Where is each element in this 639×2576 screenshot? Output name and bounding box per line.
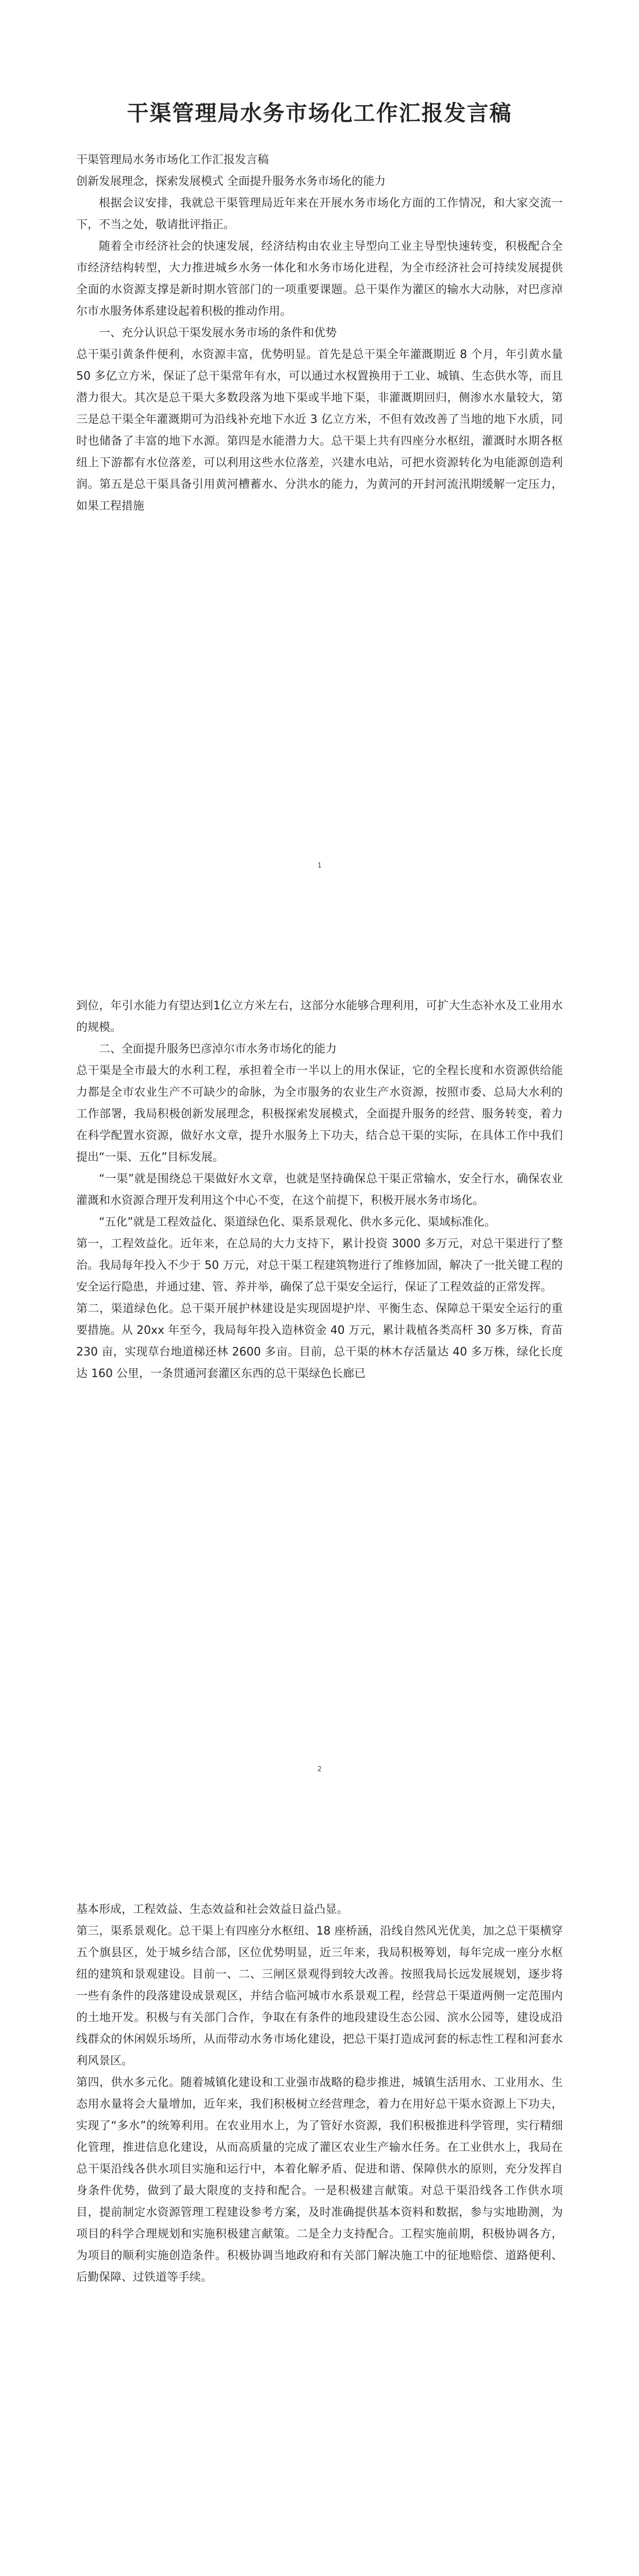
paragraph: 第一，工程效益化。近年来，在总局的大力支持下，累计投资 3000 多万元，对总干渠进行了整治。我局每年投入不少于 50 万元，对总干渠工程建筑物进行了维修加固，解决了一批关键工程的安全运行隐患，并通过建、管、养并举，确保了总干渠安全运行，保证了工程效益的正常发挥。 xyxy=(76,1238,563,1294)
page-content xyxy=(76,149,563,517)
document-page-1 xyxy=(0,0,639,904)
paragraph: “一渠”就是围绕总干渠做好水文章，也就是坚持确保总干渠正常输水，安全行水，确保农业灌溉和水资源合理开发利用这个中心不变，在这个前提下，积极开展水务市场化。 xyxy=(76,1173,563,1207)
page-number: 1 xyxy=(317,862,322,870)
document-title: 干渠管理局水务市场化工作汇报发言稿 xyxy=(127,100,512,126)
paragraph: 到位，年引水能力有望达到1亿立方米左右，这部分水能够合理利用，可扩大生态补水及工业用水的规模。 xyxy=(76,999,563,1034)
document-page-2 xyxy=(0,904,639,1807)
document-page-3 xyxy=(0,1807,639,2576)
page-number: 2 xyxy=(317,1766,322,1773)
paragraph: 随着全市经济社会的快速发展，经济结构由农业主导型向工业主导型快速转变，积极配合全市经济结构转型，大力推进城乡水务一体化和水务市场化进程，为全市经济社会可持续发展提供全面的水资源支撑是新时期水管部门的一项重要课题。总干渠作为灌区的输水大动脉，对巴彦淖尔市水服务体系建设起着积极的推动作用。 xyxy=(76,240,563,318)
paragraph: 总干渠引黄条件便利，水资源丰富，优势明显。首先是总干渠全年灌溉期近 8 个月，年引黄水量 50 多亿立方米，保证了总干渠常年有水，可以通过水权置换用于工业、城镇、生态供水等，而且潜力很大。其次是总干渠大多数段落为地下渠或半地下渠，非灌溉期回归，侧渗水水量较大，第三是总干渠全年灌溉期可为沿线补充地下水近 3 亿立方米，不但有效改善了当地的地下水质，同时也储备了丰富的地下水源。第四是水能潜力大。总干渠上共有四座分水枢纽，灌溉时水期各枢纽上下游都有水位落差，可以利用这些水位落差，兴建水电站，可把水资源转化为电能源创造利润。第五是总干渠具备引用黄河槽蓄水、分洪水的能力，为黄河的开封河流汛期缓解一定压力，如果工程措施 xyxy=(76,348,563,513)
section-heading: 一、充分认识总干渠发展水务市场的条件和优势 xyxy=(99,327,337,340)
paragraph: 基本形成，工程效益、生态效益和社会效益日益凸显。 xyxy=(76,1903,349,1916)
page-content xyxy=(76,995,563,1385)
section-heading: 二、全面提升服务巴彦淖尔市水务市场化的能力 xyxy=(99,1043,337,1056)
paragraph: 第四，供水多元化。随着城镇化建设和工业强市战略的稳步推进，城镇生活用水、工业用水、生态用水量将会大量增加，近年来，我们积极树立经营理念，着力在用好总干渠水资源上下功夫，实现了“多水”的统筹利用。在农业用水上，为了管好水资源，我们积极推进科学管理，实行精细化管理，推进信息化建设，从而高质量的完成了灌区农业生产输水任务。在工业供水上，我局在总干渠沿线各供水项目实施和运行中，本着化解矛盾、促进和谐、保障供水的原则，充分发挥自身条件优势，做到了最大限度的支持和配合。一是积极建言献策。对总干渠沿线各工作供水项目，提前制定水资源管理工程建设参考方案，及时准确提供基本资料和数据，参与实地勘测，为项目的科学合理规划和实施积极建言献策。二是全力支持配合。工程实施前期，积极协调各方，为项目的顺利实施创造条件。积极协调当地政府和有关部门解决施工中的征地赔偿、道路便利、后勤保障、过铁道等手续。 xyxy=(76,2076,563,2284)
paragraph: 总干渠是全市最大的水利工程，承担着全市一半以上的用水保证，它的全程长度和水资源供给能力都是全市农业生产不可缺少的命脉，为全市服务的农业生产水资源，按照市委、总局大水利的工作部署，我局积极创新发展理念，积极探索发展模式，全面提升服务的经营、服务转变，着力在科学配置水资源，做好水文章，提升水服务上下功夫，结合总干渠的实际，在具体工作中我们提出“一渠、五化”目标发展。 xyxy=(76,1064,563,1164)
paragraph: 根据会议安排，我就总干渠管理局近年来在开展水务市场化方面的工作情况，和大家交流一下，不当之处，敬请批评指正。 xyxy=(76,197,563,231)
page-content xyxy=(76,1899,563,2289)
paragraph: “五化”就是工程效益化、渠道绿色化、渠系景观化、供水多元化、渠域标准化。 xyxy=(99,1216,496,1229)
paragraph: 第二，渠道绿色化。总干渠开展护林建设是实现固堤护岸、平衡生态、保障总干渠安全运行的重要措施。从 20xx 年至今，我局每年投入造林资金 40 万元，累计栽植各类高杆 30 多万株，育苗 230 亩，实现草台地道梯还林 2600 多亩。目前，总干渠的林木存活量达 40 多万株，绿化长度达 160 公里，一条贯通河套灌区东西的总干渠绿色长廊已 xyxy=(76,1302,563,1380)
theme-line: 创新发展理念，探索发展模式 全面提升服务水务市场化的能力 xyxy=(76,175,386,188)
paragraph: 第三，渠系景观化。总干渠上有四座分水枢纽、18 座桥涵，沿线自然风光优美，加之总干渠横穿五个旗县区，处于城乡结合部，区位优势明显，近三年来，我局积极筹划，每年完成一座分水枢纽的建筑和景观建设。目前一、二、三闸区景观得到较大改善。按照我局长远发展规划，逐步将一些有条件的段落建设成景观区，并结合临河城市水系景观工程，经营总干渠道两侧一定范围内的土地开发。积极与有关部门合作，争取在有条件的地段建设生态公园、滨水公园等，建设成沿线群众的休闲娱乐场所，从而带动水务市场化建设，把总干渠打造成河套的标志性工程和河套水利风景区。 xyxy=(76,1925,563,2067)
subtitle-line: 干渠管理局水务市场化工作汇报发言稿 xyxy=(76,154,269,166)
